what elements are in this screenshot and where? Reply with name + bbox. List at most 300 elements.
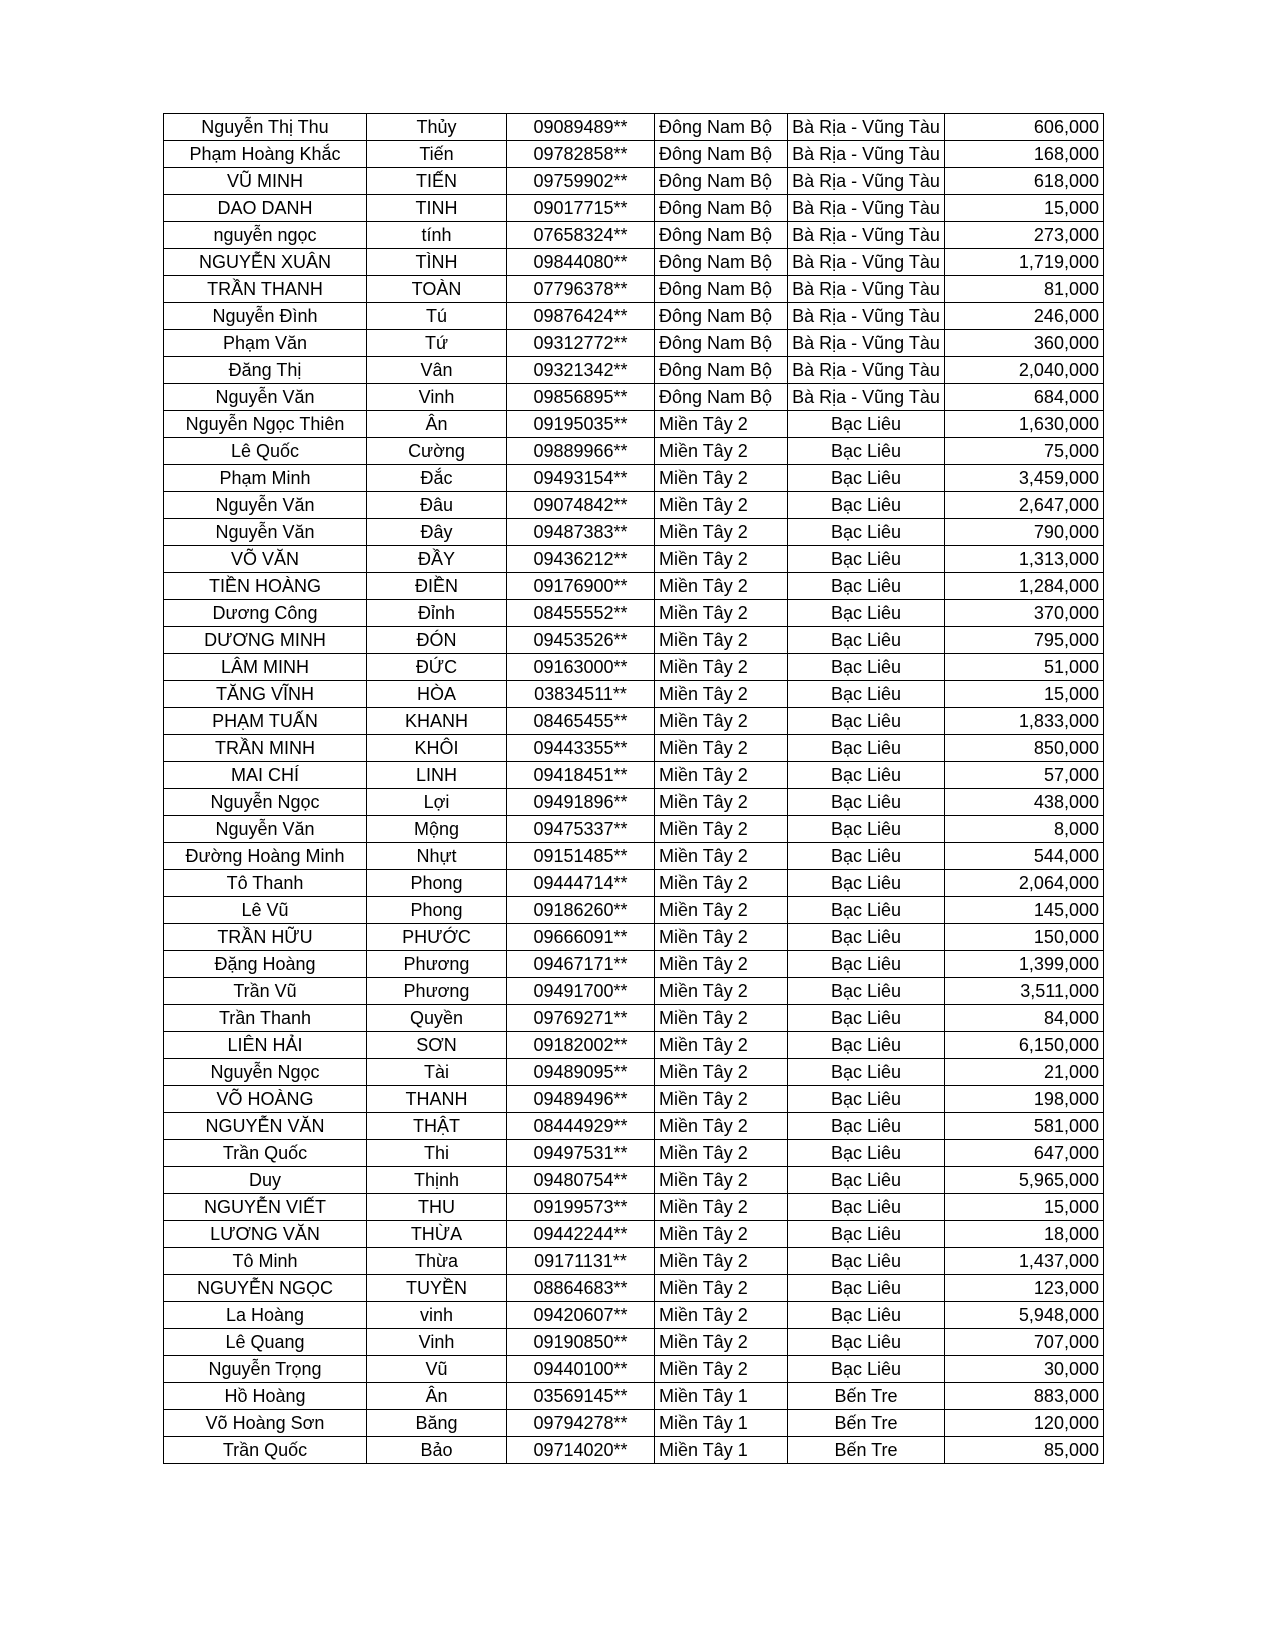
table-row	[164, 789, 1104, 816]
phone-cell: 09440100**	[507, 1356, 655, 1383]
phone-cell: 09418451**	[507, 762, 655, 789]
given-name-cell: Mộng	[367, 816, 507, 843]
province-cell: Bạc Liêu	[788, 1140, 945, 1167]
region-cell: Miền Tây 2	[655, 627, 788, 654]
given-name-cell: Quyền	[367, 1005, 507, 1032]
region-cell: Miền Tây 2	[655, 1005, 788, 1032]
amount-cell: 707,000	[945, 1329, 1104, 1356]
region-cell: Miền Tây 2	[655, 519, 788, 546]
table-body	[164, 114, 1104, 1464]
amount-cell: 5,948,000	[945, 1302, 1104, 1329]
province-cell: Bạc Liêu	[788, 1221, 945, 1248]
given-name-cell: PHƯỚC	[367, 924, 507, 951]
table-row	[164, 1383, 1104, 1410]
region-cell: Miền Tây 2	[655, 438, 788, 465]
table-row	[164, 1113, 1104, 1140]
phone-cell: 09491896**	[507, 789, 655, 816]
given-name-cell: Nhựt	[367, 843, 507, 870]
given-name-cell: THU	[367, 1194, 507, 1221]
given-name-cell: THỪA	[367, 1221, 507, 1248]
region-cell: Miền Tây 2	[655, 951, 788, 978]
table-row	[164, 843, 1104, 870]
surname-cell: Nguyễn Đình	[164, 303, 367, 330]
given-name-cell: KHANH	[367, 708, 507, 735]
province-cell: Bến Tre	[788, 1437, 945, 1464]
province-cell: Bạc Liêu	[788, 735, 945, 762]
province-cell: Bạc Liêu	[788, 1329, 945, 1356]
region-cell: Miền Tây 2	[655, 681, 788, 708]
amount-cell: 790,000	[945, 519, 1104, 546]
given-name-cell: Vũ	[367, 1356, 507, 1383]
surname-cell: NGUYỄN VIẾT	[164, 1194, 367, 1221]
amount-cell: 57,000	[945, 762, 1104, 789]
amount-cell: 3,459,000	[945, 465, 1104, 492]
surname-cell: PHẠM TUẤN	[164, 708, 367, 735]
phone-cell: 09769271**	[507, 1005, 655, 1032]
region-cell: Miền Tây 2	[655, 600, 788, 627]
phone-cell: 09876424**	[507, 303, 655, 330]
surname-cell: MAI CHÍ	[164, 762, 367, 789]
phone-cell: 08455552**	[507, 600, 655, 627]
phone-cell: 09794278**	[507, 1410, 655, 1437]
province-cell: Bà Rịa - Vũng Tàu	[788, 303, 945, 330]
table-row	[164, 924, 1104, 951]
given-name-cell: Phương	[367, 951, 507, 978]
province-cell: Bạc Liêu	[788, 978, 945, 1005]
given-name-cell: SƠN	[367, 1032, 507, 1059]
province-cell: Bạc Liêu	[788, 1059, 945, 1086]
region-cell: Miền Tây 2	[655, 1167, 788, 1194]
phone-cell: 09436212**	[507, 546, 655, 573]
surname-cell: TĂNG VĨNH	[164, 681, 367, 708]
given-name-cell: Đây	[367, 519, 507, 546]
province-cell: Bạc Liêu	[788, 519, 945, 546]
given-name-cell: Tứ	[367, 330, 507, 357]
given-name-cell: Ân	[367, 411, 507, 438]
phone-cell: 09171131**	[507, 1248, 655, 1275]
phone-cell: 09163000**	[507, 654, 655, 681]
surname-cell: Đường Hoàng Minh	[164, 843, 367, 870]
phone-cell: 09489095**	[507, 1059, 655, 1086]
given-name-cell: Tú	[367, 303, 507, 330]
amount-cell: 15,000	[945, 1194, 1104, 1221]
table-row	[164, 1410, 1104, 1437]
amount-cell: 1,719,000	[945, 249, 1104, 276]
region-cell: Miền Tây 2	[655, 816, 788, 843]
amount-cell: 246,000	[945, 303, 1104, 330]
province-cell: Bà Rịa - Vũng Tàu	[788, 384, 945, 411]
surname-cell: Phạm Văn	[164, 330, 367, 357]
phone-cell: 09176900**	[507, 573, 655, 600]
surname-cell: Nguyễn Văn	[164, 384, 367, 411]
amount-cell: 85,000	[945, 1437, 1104, 1464]
given-name-cell: KHÔI	[367, 735, 507, 762]
given-name-cell: Phương	[367, 978, 507, 1005]
table-row	[164, 1059, 1104, 1086]
table-row	[164, 816, 1104, 843]
province-cell: Bạc Liêu	[788, 762, 945, 789]
phone-cell: 09475337**	[507, 816, 655, 843]
surname-cell: VÕ VĂN	[164, 546, 367, 573]
table-row	[164, 141, 1104, 168]
amount-cell: 8,000	[945, 816, 1104, 843]
table-row	[164, 1086, 1104, 1113]
table-row	[164, 276, 1104, 303]
table-row	[164, 1221, 1104, 1248]
province-cell: Bạc Liêu	[788, 870, 945, 897]
surname-cell: Trần Quốc	[164, 1437, 367, 1464]
amount-cell: 120,000	[945, 1410, 1104, 1437]
given-name-cell: ĐIỀN	[367, 573, 507, 600]
region-cell: Miền Tây 1	[655, 1383, 788, 1410]
table-row	[164, 573, 1104, 600]
region-cell: Đông Nam Bộ	[655, 384, 788, 411]
amount-cell: 1,833,000	[945, 708, 1104, 735]
table-row	[164, 870, 1104, 897]
given-name-cell: Vinh	[367, 384, 507, 411]
amount-cell: 51,000	[945, 654, 1104, 681]
surname-cell: Lê Quang	[164, 1329, 367, 1356]
province-cell: Bạc Liêu	[788, 1356, 945, 1383]
table-row	[164, 465, 1104, 492]
phone-cell: 09195035**	[507, 411, 655, 438]
region-cell: Miền Tây 1	[655, 1410, 788, 1437]
phone-cell: 09442244**	[507, 1221, 655, 1248]
phone-cell: 09467171**	[507, 951, 655, 978]
region-cell: Miền Tây 2	[655, 465, 788, 492]
region-cell: Miền Tây 1	[655, 1437, 788, 1464]
region-cell: Miền Tây 2	[655, 654, 788, 681]
amount-cell: 145,000	[945, 897, 1104, 924]
table-row	[164, 1275, 1104, 1302]
amount-cell: 581,000	[945, 1113, 1104, 1140]
phone-cell: 07796378**	[507, 276, 655, 303]
region-cell: Đông Nam Bộ	[655, 276, 788, 303]
region-cell: Miền Tây 2	[655, 492, 788, 519]
given-name-cell: Vân	[367, 357, 507, 384]
surname-cell: Đặng Hoàng	[164, 951, 367, 978]
table-row	[164, 1302, 1104, 1329]
province-cell: Bà Rịa - Vũng Tàu	[788, 330, 945, 357]
given-name-cell: tính	[367, 222, 507, 249]
table-row	[164, 222, 1104, 249]
surname-cell: Lê Vũ	[164, 897, 367, 924]
table-row	[164, 1194, 1104, 1221]
province-cell: Bà Rịa - Vũng Tàu	[788, 249, 945, 276]
region-cell: Miền Tây 2	[655, 897, 788, 924]
province-cell: Bà Rịa - Vũng Tàu	[788, 195, 945, 222]
province-cell: Bạc Liêu	[788, 1302, 945, 1329]
phone-cell: 09199573**	[507, 1194, 655, 1221]
given-name-cell: Cường	[367, 438, 507, 465]
given-name-cell: Thi	[367, 1140, 507, 1167]
amount-cell: 15,000	[945, 195, 1104, 222]
given-name-cell: ĐÓN	[367, 627, 507, 654]
province-cell: Bà Rịa - Vũng Tàu	[788, 141, 945, 168]
table-row	[164, 519, 1104, 546]
phone-cell: 09497531**	[507, 1140, 655, 1167]
region-cell: Đông Nam Bộ	[655, 249, 788, 276]
amount-cell: 1,284,000	[945, 573, 1104, 600]
given-name-cell: Lợi	[367, 789, 507, 816]
surname-cell: La Hoàng	[164, 1302, 367, 1329]
amount-cell: 6,150,000	[945, 1032, 1104, 1059]
given-name-cell: ĐẦY	[367, 546, 507, 573]
region-cell: Miền Tây 2	[655, 978, 788, 1005]
surname-cell: Nguyễn Văn	[164, 519, 367, 546]
given-name-cell: Phong	[367, 897, 507, 924]
region-cell: Đông Nam Bộ	[655, 330, 788, 357]
amount-cell: 81,000	[945, 276, 1104, 303]
region-cell: Miền Tây 2	[655, 1059, 788, 1086]
surname-cell: Võ Hoàng Sơn	[164, 1410, 367, 1437]
region-cell: Miền Tây 2	[655, 1194, 788, 1221]
phone-cell: 09714020**	[507, 1437, 655, 1464]
region-cell: Miền Tây 2	[655, 573, 788, 600]
given-name-cell: Tài	[367, 1059, 507, 1086]
table-row	[164, 654, 1104, 681]
region-cell: Miền Tây 2	[655, 1140, 788, 1167]
surname-cell: LIÊN HẢI	[164, 1032, 367, 1059]
amount-cell: 30,000	[945, 1356, 1104, 1383]
province-cell: Bạc Liêu	[788, 600, 945, 627]
region-cell: Đông Nam Bộ	[655, 222, 788, 249]
given-name-cell: Ân	[367, 1383, 507, 1410]
phone-cell: 07658324**	[507, 222, 655, 249]
surname-cell: Nguyễn Thị Thu	[164, 114, 367, 141]
table-row	[164, 411, 1104, 438]
table-row	[164, 1356, 1104, 1383]
table-row	[164, 249, 1104, 276]
province-cell: Bạc Liêu	[788, 1113, 945, 1140]
table-row	[164, 1329, 1104, 1356]
province-cell: Bạc Liêu	[788, 573, 945, 600]
province-cell: Bến Tre	[788, 1410, 945, 1437]
surname-cell: Nguyễn Ngọc	[164, 1059, 367, 1086]
amount-cell: 618,000	[945, 168, 1104, 195]
surname-cell: NGUYỄN XUÂN	[164, 249, 367, 276]
region-cell: Miền Tây 2	[655, 924, 788, 951]
table-row	[164, 897, 1104, 924]
amount-cell: 75,000	[945, 438, 1104, 465]
province-cell: Bạc Liêu	[788, 951, 945, 978]
province-cell: Bà Rịa - Vũng Tàu	[788, 276, 945, 303]
given-name-cell: TÌNH	[367, 249, 507, 276]
province-cell: Bạc Liêu	[788, 1275, 945, 1302]
amount-cell: 544,000	[945, 843, 1104, 870]
surname-cell: DƯƠNG MINH	[164, 627, 367, 654]
given-name-cell: HÒA	[367, 681, 507, 708]
phone-cell: 09491700**	[507, 978, 655, 1005]
phone-cell: 09666091**	[507, 924, 655, 951]
surname-cell: TRẦN HỮU	[164, 924, 367, 951]
amount-cell: 1,437,000	[945, 1248, 1104, 1275]
given-name-cell: TINH	[367, 195, 507, 222]
province-cell: Bà Rịa - Vũng Tàu	[788, 114, 945, 141]
amount-cell: 1,313,000	[945, 546, 1104, 573]
amount-cell: 647,000	[945, 1140, 1104, 1167]
province-cell: Bạc Liêu	[788, 843, 945, 870]
amount-cell: 795,000	[945, 627, 1104, 654]
amount-cell: 1,630,000	[945, 411, 1104, 438]
table-row	[164, 762, 1104, 789]
region-cell: Miền Tây 2	[655, 1248, 788, 1275]
given-name-cell: Tiến	[367, 141, 507, 168]
phone-cell: 09182002**	[507, 1032, 655, 1059]
given-name-cell: Vinh	[367, 1329, 507, 1356]
phone-cell: 09420607**	[507, 1302, 655, 1329]
province-cell: Bạc Liêu	[788, 1005, 945, 1032]
region-cell: Miền Tây 2	[655, 789, 788, 816]
phone-cell: 09017715**	[507, 195, 655, 222]
phone-cell: 09186260**	[507, 897, 655, 924]
surname-cell: Duy	[164, 1167, 367, 1194]
given-name-cell: Bảo	[367, 1437, 507, 1464]
region-cell: Miền Tây 2	[655, 1032, 788, 1059]
table-row	[164, 438, 1104, 465]
region-cell: Miền Tây 2	[655, 1086, 788, 1113]
region-cell: Miền Tây 2	[655, 1275, 788, 1302]
given-name-cell: Thịnh	[367, 1167, 507, 1194]
phone-cell: 08465455**	[507, 708, 655, 735]
province-cell: Bạc Liêu	[788, 1167, 945, 1194]
table-row	[164, 600, 1104, 627]
phone-cell: 09493154**	[507, 465, 655, 492]
given-name-cell: Thủy	[367, 114, 507, 141]
region-cell: Miền Tây 2	[655, 546, 788, 573]
surname-cell: Phạm Minh	[164, 465, 367, 492]
province-cell: Bạc Liêu	[788, 1194, 945, 1221]
surname-cell: Đăng Thị	[164, 357, 367, 384]
amount-cell: 370,000	[945, 600, 1104, 627]
phone-cell: 03569145**	[507, 1383, 655, 1410]
given-name-cell: TIẾN	[367, 168, 507, 195]
province-cell: Bạc Liêu	[788, 681, 945, 708]
table-row	[164, 1437, 1104, 1464]
table-row	[164, 168, 1104, 195]
surname-cell: LƯƠNG VĂN	[164, 1221, 367, 1248]
amount-cell: 1,399,000	[945, 951, 1104, 978]
surname-cell: TIỀN HOÀNG	[164, 573, 367, 600]
region-cell: Đông Nam Bộ	[655, 141, 788, 168]
surname-cell: Trần Vũ	[164, 978, 367, 1005]
province-cell: Bạc Liêu	[788, 924, 945, 951]
region-cell: Miền Tây 2	[655, 708, 788, 735]
amount-cell: 5,965,000	[945, 1167, 1104, 1194]
phone-cell: 09489496**	[507, 1086, 655, 1113]
given-name-cell: LINH	[367, 762, 507, 789]
phone-cell: 09312772**	[507, 330, 655, 357]
surname-cell: Nguyễn Trọng	[164, 1356, 367, 1383]
given-name-cell: Băng	[367, 1410, 507, 1437]
table-row	[164, 627, 1104, 654]
region-cell: Đông Nam Bộ	[655, 195, 788, 222]
table-row	[164, 330, 1104, 357]
province-cell: Bạc Liêu	[788, 1032, 945, 1059]
table-row	[164, 114, 1104, 141]
province-cell: Bạc Liêu	[788, 897, 945, 924]
region-cell: Miền Tây 2	[655, 1329, 788, 1356]
surname-cell: Nguyễn Ngọc	[164, 789, 367, 816]
table-row	[164, 735, 1104, 762]
surname-cell: Tô Thanh	[164, 870, 367, 897]
given-name-cell: Phong	[367, 870, 507, 897]
phone-cell: 09151485**	[507, 843, 655, 870]
phone-cell: 09487383**	[507, 519, 655, 546]
surname-cell: Lê Quốc	[164, 438, 367, 465]
table-row	[164, 546, 1104, 573]
surname-cell: LÂM MINH	[164, 654, 367, 681]
given-name-cell: Thừa	[367, 1248, 507, 1275]
amount-cell: 360,000	[945, 330, 1104, 357]
province-cell: Bạc Liêu	[788, 708, 945, 735]
amount-cell: 198,000	[945, 1086, 1104, 1113]
surname-cell: VŨ MINH	[164, 168, 367, 195]
region-cell: Miền Tây 2	[655, 843, 788, 870]
surname-cell: TRẦN THANH	[164, 276, 367, 303]
region-cell: Đông Nam Bộ	[655, 168, 788, 195]
amount-cell: 21,000	[945, 1059, 1104, 1086]
phone-cell: 09782858**	[507, 141, 655, 168]
province-cell: Bạc Liêu	[788, 546, 945, 573]
amount-cell: 273,000	[945, 222, 1104, 249]
surname-cell: Tô Minh	[164, 1248, 367, 1275]
surname-cell: Nguyễn Văn	[164, 816, 367, 843]
phone-cell: 09074842**	[507, 492, 655, 519]
region-cell: Miền Tây 2	[655, 1221, 788, 1248]
amount-cell: 168,000	[945, 141, 1104, 168]
province-cell: Bạc Liêu	[788, 465, 945, 492]
phone-cell: 09190850**	[507, 1329, 655, 1356]
surname-cell: Trần Thanh	[164, 1005, 367, 1032]
data-table	[163, 113, 1104, 1464]
table-row	[164, 1167, 1104, 1194]
given-name-cell: TOÀN	[367, 276, 507, 303]
province-cell: Bà Rịa - Vũng Tàu	[788, 168, 945, 195]
region-cell: Miền Tây 2	[655, 411, 788, 438]
surname-cell: Dương Công	[164, 600, 367, 627]
region-cell: Đông Nam Bộ	[655, 114, 788, 141]
table-row	[164, 708, 1104, 735]
surname-cell: Nguyễn Ngọc Thiên	[164, 411, 367, 438]
phone-cell: 09443355**	[507, 735, 655, 762]
table-row	[164, 951, 1104, 978]
amount-cell: 606,000	[945, 114, 1104, 141]
surname-cell: Phạm Hoàng Khắc	[164, 141, 367, 168]
amount-cell: 883,000	[945, 1383, 1104, 1410]
phone-cell: 03834511**	[507, 681, 655, 708]
province-cell: Bến Tre	[788, 1383, 945, 1410]
amount-cell: 84,000	[945, 1005, 1104, 1032]
given-name-cell: TUYỀN	[367, 1275, 507, 1302]
given-name-cell: THẬT	[367, 1113, 507, 1140]
table-row	[164, 1005, 1104, 1032]
phone-cell: 09856895**	[507, 384, 655, 411]
amount-cell: 3,511,000	[945, 978, 1104, 1005]
given-name-cell: ĐỨC	[367, 654, 507, 681]
phone-cell: 08444929**	[507, 1113, 655, 1140]
region-cell: Miền Tây 2	[655, 1356, 788, 1383]
surname-cell: Trần Quốc	[164, 1140, 367, 1167]
amount-cell: 2,647,000	[945, 492, 1104, 519]
amount-cell: 2,040,000	[945, 357, 1104, 384]
surname-cell: DAO DANH	[164, 195, 367, 222]
region-cell: Đông Nam Bộ	[655, 357, 788, 384]
province-cell: Bạc Liêu	[788, 411, 945, 438]
region-cell: Miền Tây 2	[655, 1113, 788, 1140]
given-name-cell: Đâu	[367, 492, 507, 519]
region-cell: Đông Nam Bộ	[655, 303, 788, 330]
